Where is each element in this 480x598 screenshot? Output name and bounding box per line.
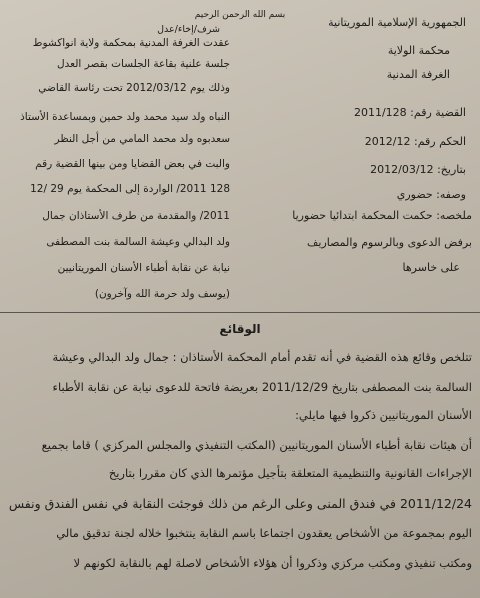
facts-line: السالمة بنت المصطفى بتاريخ 2011/12/29 بعريضة فاتحة للدعوى نيابة عن نقابة الأطباء	[52, 380, 472, 394]
basmala: بسم الله الرحمن الرحيم	[194, 10, 286, 20]
session-line: عقدت الغرفة المدنية بمحكمة ولاية انواكشوط	[32, 37, 230, 49]
section-divider	[0, 312, 480, 313]
facts-line: الأسنان الموريتانيين ذكروا فيها مايلي:	[295, 408, 472, 422]
court-name: محكمة الولاية	[387, 44, 450, 57]
ruling-date: بتاريخ: 2012/03/12	[370, 163, 466, 176]
session-line: والبت في بعض القضايا ومن بينها القضية رقم	[35, 158, 230, 170]
session-line: ولد البدالي وعيشة السالمة بنت المصطفى	[46, 236, 230, 248]
facts-line: أن هيئات نقابة أطباء الأسنان الموريتانيين (المكتب التنفيذي والمجلس المركزي ) قاما بجميع	[41, 438, 472, 452]
motto: شرف/إخاء/عدل	[157, 24, 220, 35]
facts-title: الوقائع	[219, 322, 261, 336]
facts-line: الإجراءات القانونية والتنظيمية المتعلقة بتأجيل مؤتمرها الذي كان مقررا بتاريخ	[108, 466, 472, 480]
ruling-number: الحكم رقم: 2012/12	[364, 135, 466, 148]
facts-line: 2011/12/24 في فندق المنى وعلى الرغم من ذلك فوجئت النقابة في نفس الفندق ونفس	[8, 496, 472, 511]
facts-line: ومكتب تنفيذي ومكتب مركزي وذكروا أن هؤلاء الأشخاص لاصلة لهم بالنقابة لكونهم لا	[73, 556, 472, 570]
session-line: 128 2011/ الواردة إلى المحكمة يوم 29 /12	[30, 183, 230, 195]
facts-line: تتلخص وقائع هذه القضية في أنه تقدم أمام المحكمة الأستاذان : جمال ولد البدالي وعيشة	[52, 350, 472, 364]
session-line: سعدبوه ولد محمد المامي من أجل النظر	[54, 133, 230, 145]
summary-line: برفض الدعوى وبالرسوم والمصاريف	[307, 236, 472, 249]
chamber-name: الغرفة المدنية	[386, 68, 450, 81]
facts-line: اليوم بمجموعة من الأشخاص يعقدون اجتماعا باسم النقابة ينتخبوا خلاله لجنة تدقيق مالي	[56, 526, 472, 540]
session-line: جلسة علنية بقاعة الجلسات بقصر العدل	[57, 58, 230, 70]
session-line: وذلك يوم 2012/03/12 تحت رئاسة القاضي	[38, 82, 230, 94]
session-line: النباه ولد سيد محمد ولد حمين وبمساعدة الأستاذ	[20, 111, 230, 123]
session-line: 2011/ والمقدمة من طرف الأستاذان جمال	[42, 210, 230, 222]
session-line: نيابة عن نقابة أطباء الأسنان الموريتانيين	[57, 262, 230, 274]
republic-title: الجمهورية الإسلامية الموريتانية	[328, 16, 466, 29]
summary-line: على خاسرها	[402, 261, 460, 274]
ruling-type: وصفه: حضوري	[396, 188, 466, 201]
session-line: (يوسف ولد حرمة الله وآخرون)	[94, 288, 230, 300]
case-number: القضية رقم: 2011/128	[353, 106, 466, 119]
summary-line: ملخصه: حكمت المحكمة ابتدائيا حضوريا	[292, 209, 472, 222]
